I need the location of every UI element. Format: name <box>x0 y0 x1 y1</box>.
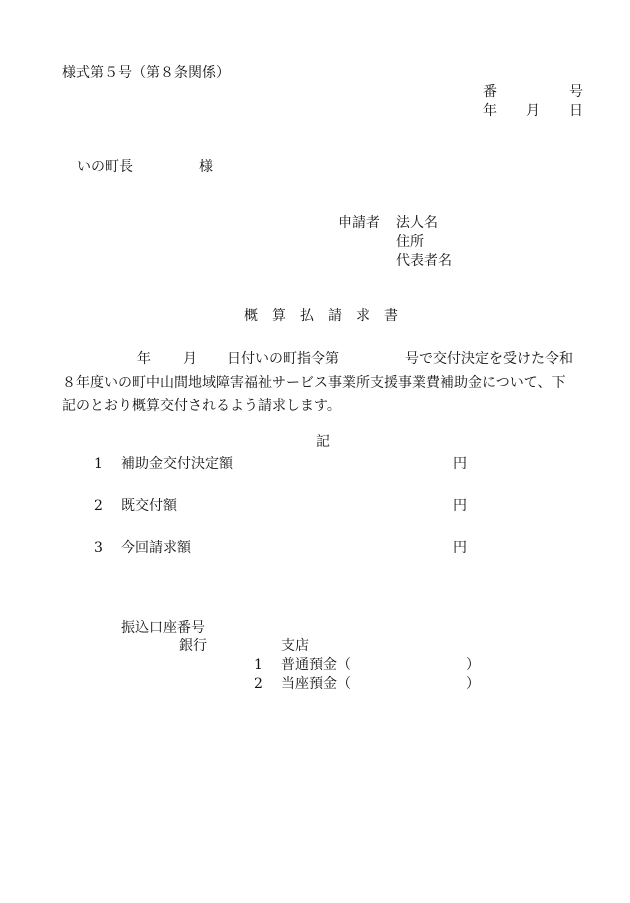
bank-title: 振込口座番号 <box>121 620 205 636</box>
date-month: 月 <box>526 103 540 119</box>
item-unit: 円 <box>453 456 467 472</box>
date-day: 日 <box>569 103 583 119</box>
body-year: 年 <box>137 351 151 367</box>
body-line-3: 記のとおり概算交付されるよう請求します。 <box>62 398 341 414</box>
applicant-address: 住所 <box>396 234 424 250</box>
applicant-corp-name: 法人名 <box>396 215 438 231</box>
form-label: 様式第５号（第８条関係） <box>62 65 230 81</box>
body-rest: 号で交付決定を受けた令和 <box>405 351 573 367</box>
item-label: 今回請求額 <box>121 540 191 556</box>
body-line-2: ８年度いの町中山間地域障害福祉サービス事業所支援事業費補助金について、下 <box>62 375 566 391</box>
applicant-representative: 代表者名 <box>396 253 452 269</box>
body-month: 月 <box>183 351 197 367</box>
document-title: 概 算 払 請 求 書 <box>244 308 398 324</box>
account-close: ） <box>466 676 480 692</box>
body-ref: 日付いの町指令第 <box>227 351 339 367</box>
item-label: 既交付額 <box>121 498 177 514</box>
bank-label: 銀行 <box>179 638 207 654</box>
addressee-honorific: 様 <box>199 159 213 175</box>
number-suffix: 号 <box>569 84 583 100</box>
account-type: 普通預金（ <box>281 657 351 673</box>
account-close: ） <box>466 657 480 673</box>
applicant-label: 申請者 <box>338 215 380 231</box>
item-number: 1 <box>94 456 103 472</box>
account-number: 2 <box>254 676 263 692</box>
item-unit: 円 <box>453 498 467 514</box>
account-number: 1 <box>254 657 263 673</box>
item-number: 3 <box>94 540 103 556</box>
ki-mark: 記 <box>316 434 330 450</box>
item-unit: 円 <box>453 540 467 556</box>
item-number: 2 <box>94 498 103 514</box>
number-label: 番 <box>483 84 497 100</box>
item-label: 補助金交付決定額 <box>121 456 233 472</box>
account-type: 当座預金（ <box>281 676 351 692</box>
branch-label: 支店 <box>281 638 309 654</box>
addressee-name: いの町長 <box>77 159 133 175</box>
date-year: 年 <box>483 103 497 119</box>
